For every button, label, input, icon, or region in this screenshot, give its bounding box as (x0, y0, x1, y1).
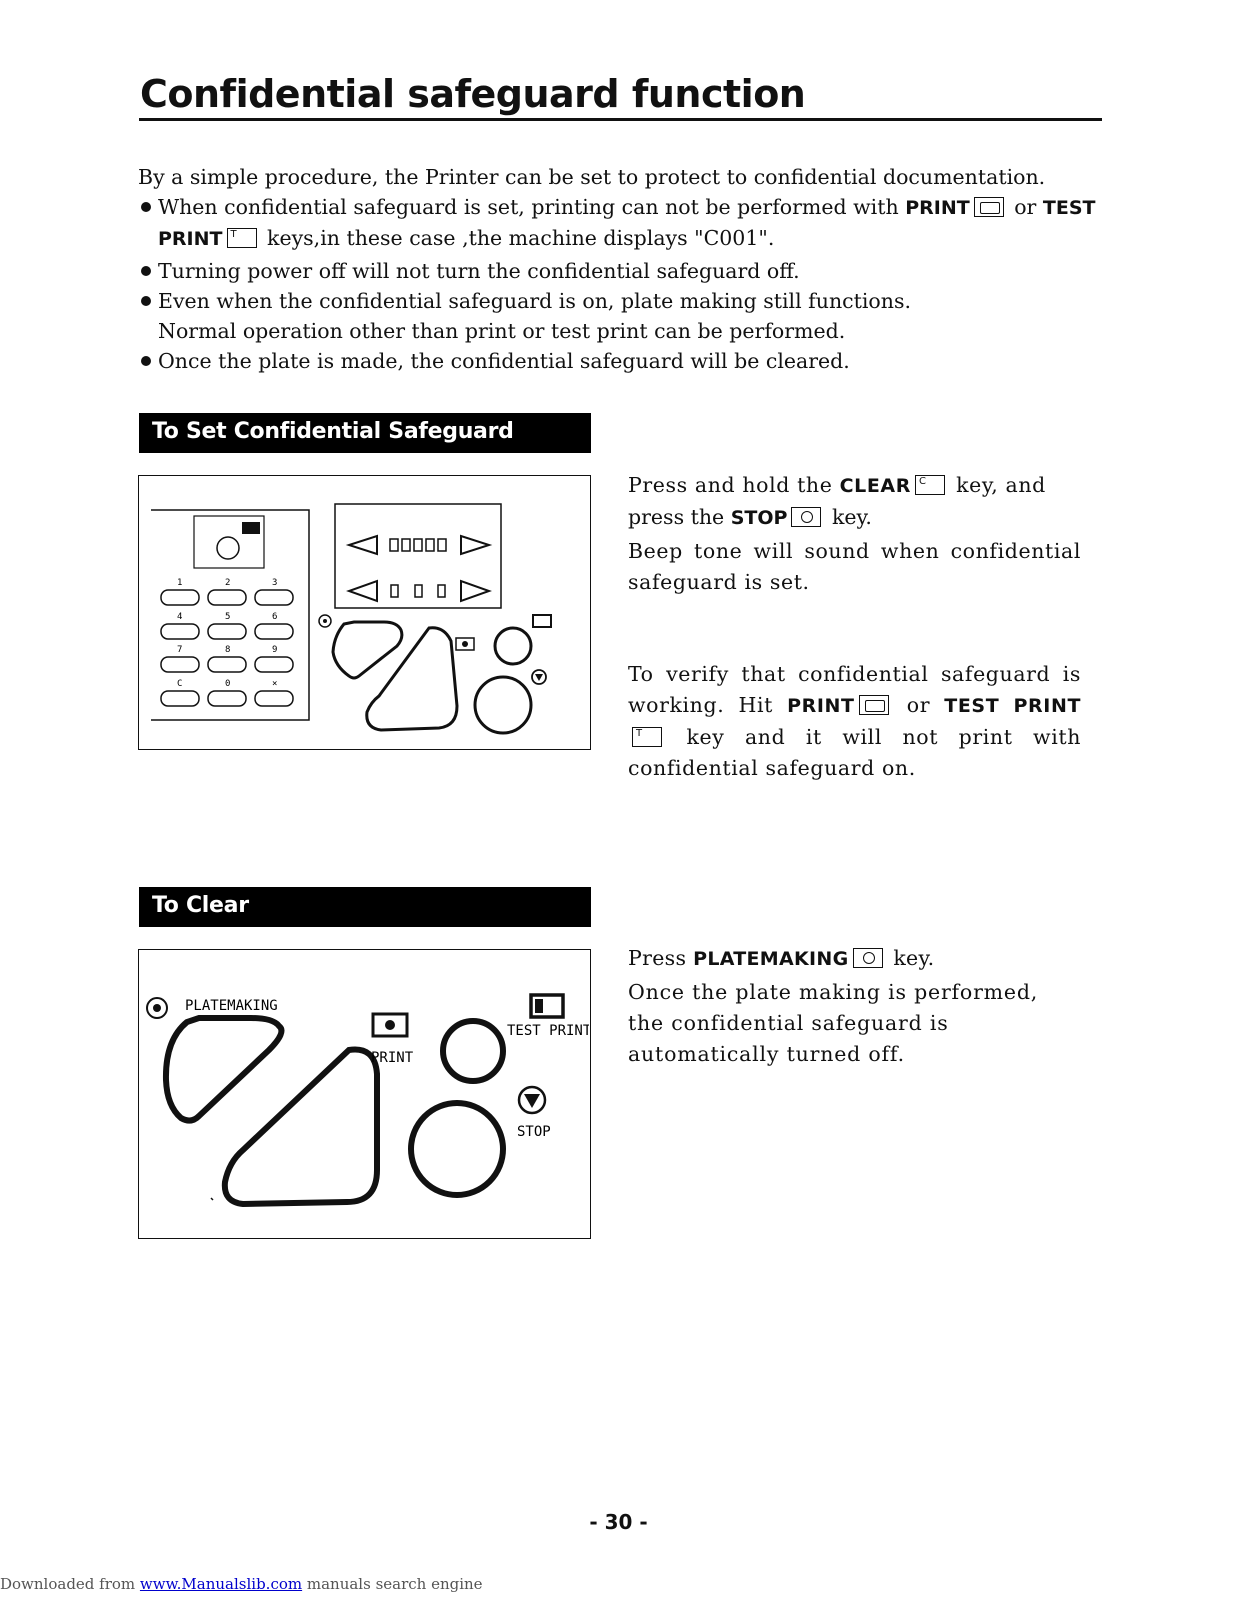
bullet-icon (138, 346, 158, 376)
print-button (367, 628, 457, 730)
print-key-icon (859, 695, 889, 715)
keypad-label: × (272, 679, 278, 689)
print-key-label: PRINT (787, 695, 855, 717)
platemaking-button (333, 622, 402, 678)
instruction-paragraph: Beep tone will sound when confidential safeguard is set. (628, 539, 1081, 594)
bullet-text: Once the plate is made, the confidential safeguard will be cleared. (158, 349, 850, 373)
bullet-text: Turning power off will not turn the confidential safeguard off. (158, 259, 800, 283)
platemaking-key-label: PLATEMAKING (693, 948, 849, 970)
or-text: or (1007, 195, 1043, 219)
bullet-text: When confidential safeguard is set, printing can not be performed with (158, 195, 906, 219)
clear-panel-figure (138, 949, 591, 1239)
test-print-key-icon: T (227, 228, 257, 248)
test-print-key-icon: T (632, 727, 662, 747)
platemaking-label: PLATEMAKING (185, 998, 278, 1014)
bullet-item (138, 256, 1098, 286)
or-text: or (892, 693, 945, 717)
footer-text: Downloaded from (0, 1575, 140, 1593)
keypad-label: 7 (177, 645, 183, 655)
section-heading-set: To Set Confidential Safeguard Function (139, 413, 591, 451)
stop-label: STOP (517, 1124, 551, 1140)
page-number: - 30 - (589, 1510, 648, 1534)
clear-instructions (628, 943, 1081, 1070)
instruction-text: key. (886, 946, 935, 970)
bullet-continuation (138, 223, 1098, 254)
print-key-label: PRINT (905, 197, 970, 219)
bullet-icon (138, 192, 158, 222)
instruction-paragraph: Once the plate making is performed, the confidential safeguard is automatically turned off. (628, 980, 1039, 1066)
keypad-label: 4 (177, 612, 183, 622)
keypad-label: C (177, 679, 183, 689)
instruction-text: key, and (948, 473, 1046, 497)
keypad-label: 5 (225, 612, 231, 622)
control-panel-figure (138, 475, 591, 750)
test-print-label: TEST PRINT (507, 1023, 589, 1039)
test-print-icon (533, 615, 551, 627)
set-instructions (628, 470, 1081, 784)
download-footer (0, 1575, 483, 1593)
keypad-label: 6 (272, 612, 278, 622)
instruction-text: Press (628, 946, 694, 970)
bullet-icon (138, 256, 158, 286)
bullet-icon (138, 286, 158, 316)
print-key-icon (974, 197, 1004, 217)
bullet-item (138, 346, 1098, 376)
test-print-key-label: PRINT (158, 228, 223, 250)
test-print-button (443, 1021, 503, 1081)
test-print-button (495, 628, 531, 664)
keypad-label: 0 (225, 679, 231, 689)
instruction-line (628, 502, 1081, 534)
instruction-paragraph (628, 659, 1081, 784)
stop-key-icon (791, 507, 821, 527)
bullet-text: Even when the confidential safeguard is on, plate making still functions. (158, 289, 912, 313)
intro-line: By a simple procedure, the Printer can be set to protect to confidential documentation. (138, 165, 1046, 189)
display-panel (335, 504, 501, 608)
platemaking-button (166, 1018, 282, 1121)
keypad-label: 8 (225, 645, 231, 655)
instruction-text: press the (628, 505, 731, 529)
clear-key-label: CLEAR (839, 475, 911, 497)
manualslib-link[interactable]: www.Manualslib.com (139, 1575, 303, 1593)
footer-text: manuals search engine (302, 1575, 483, 1593)
keypad-label: 1 (177, 578, 183, 588)
section-heading-clear: To Clear (139, 887, 591, 925)
instruction-line (628, 943, 1081, 975)
section-divider (139, 451, 591, 453)
stop-button (411, 1103, 503, 1195)
intro-text (138, 162, 1098, 376)
instruction-line (628, 470, 1081, 502)
test-key-label: TEST (1042, 197, 1096, 219)
keypad-label: 9 (272, 645, 278, 655)
bullet-text: keys,in these case ,the machine displays "C001". (260, 226, 775, 250)
stop-key-label: STOP (730, 507, 788, 529)
keypad-label: 2 (225, 578, 231, 588)
print-label: PRINT (371, 1050, 414, 1066)
keypad-label: 3 (272, 578, 278, 588)
instruction-text: key and it will not print with confidential safeguard on. (628, 725, 1081, 780)
instruction-text: Press and hold the (628, 473, 840, 497)
page-title: Confidential safeguard function (140, 72, 806, 116)
test-print-key-label: TEST PRINT (944, 695, 1082, 717)
bullet-item (138, 192, 1098, 223)
bullet-item (138, 286, 1098, 316)
control-panel-diagram (139, 476, 589, 748)
instruction-text: To verify that confidential safeguard is working. Hit (628, 662, 1081, 717)
numeric-keypad (161, 578, 293, 706)
stop-button (475, 677, 531, 733)
clear-key-icon: C (915, 475, 945, 495)
platemaking-key-icon (853, 948, 883, 968)
title-underline (139, 118, 1102, 121)
instruction-text: key. (825, 505, 872, 529)
section-divider (139, 925, 591, 927)
clear-panel-diagram (139, 950, 589, 1237)
bullet-continuation: Normal operation other than print or test print can be performed. (158, 319, 846, 343)
